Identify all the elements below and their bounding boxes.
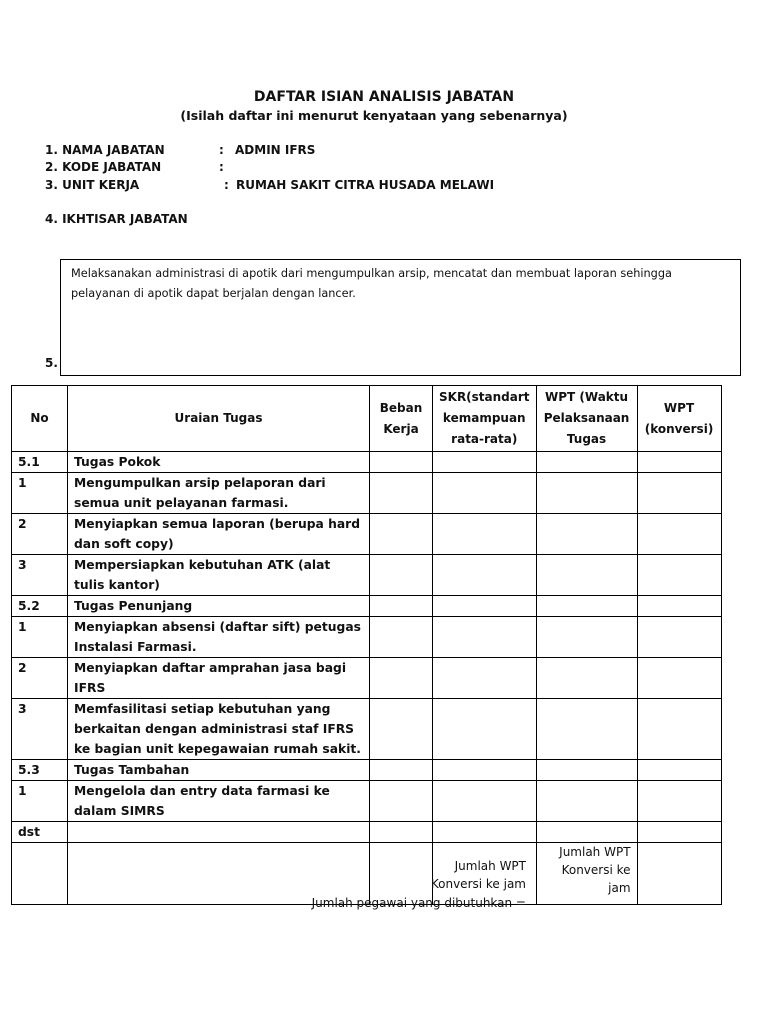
- table-row: [12, 514, 722, 555]
- cell-wpt-waktu: [536, 473, 637, 514]
- row-task: Menyiapkan absensi (daftar sift) petugas Instalasi Farmasi.: [68, 617, 370, 658]
- cell-wpt-konversi: [637, 596, 721, 617]
- field-separator: :: [219, 160, 224, 174]
- cell-beban: [370, 781, 433, 822]
- row-task: Menyiapkan daftar amprahan jasa bagi IFRS: [68, 658, 370, 699]
- row-task: Tugas Tambahan: [68, 760, 370, 781]
- cell-wpt-waktu: [536, 452, 637, 473]
- cell-skr: [433, 822, 537, 843]
- row-number: 1: [12, 781, 68, 822]
- row-task: Tugas Pokok: [68, 452, 370, 473]
- cell-beban: [370, 452, 433, 473]
- cell-skr: [433, 658, 537, 699]
- header-wpt-konversi: WPT (konversi): [637, 386, 721, 452]
- cell-wpt-konversi: [637, 452, 721, 473]
- cell-beban: [370, 658, 433, 699]
- cell-beban: [370, 699, 433, 760]
- header-skr: SKR(standart kemampuan rata-rata): [433, 386, 537, 452]
- footer-jumlah-pegawai: Jumlah pegawai yang dibutuhkan =: [311, 896, 526, 910]
- page-subtitle: (Isilah daftar ini menurut kenyataan yang sebenarnya): [180, 108, 568, 123]
- cell-wpt-konversi: [637, 658, 721, 699]
- row-number: 5.2: [12, 596, 68, 617]
- row-task: [68, 822, 370, 843]
- cell-wpt-waktu: [536, 781, 637, 822]
- cell-wpt-konversi: [637, 760, 721, 781]
- cell-beban: [370, 617, 433, 658]
- row-task: Mempersiapkan kebutuhan ATK (alat tulis kantor): [68, 555, 370, 596]
- header-beban-kerja: Beban Kerja: [370, 386, 433, 452]
- cell-wpt-konversi: [637, 555, 721, 596]
- task-table: [11, 385, 722, 905]
- row-number: 1: [12, 473, 68, 514]
- cell-wpt-waktu: [536, 514, 637, 555]
- row-number: 2: [12, 514, 68, 555]
- table-row: [12, 596, 722, 617]
- table-row: [12, 452, 722, 473]
- cell-wpt-waktu: [536, 822, 637, 843]
- cell-wpt-waktu: [536, 658, 637, 699]
- header-no: No: [12, 386, 68, 452]
- cell-beban: [370, 596, 433, 617]
- cell-wpt-waktu: [536, 617, 637, 658]
- cell-wpt-waktu: [536, 699, 637, 760]
- field-label-kode-jabatan: 2. KODE JABATAN: [45, 160, 162, 174]
- row-task: Menyiapkan semua laporan (berupa hard dan soft copy): [68, 514, 370, 555]
- field-separator: :: [224, 178, 229, 192]
- header-uraian-tugas: Uraian Tugas: [68, 386, 370, 452]
- row-task: Mengumpulkan arsip pelaporan dari semua unit pelayanan farmasi.: [68, 473, 370, 514]
- cell-wpt-waktu: [536, 596, 637, 617]
- field-value-unit-kerja: RUMAH SAKIT CITRA HUSADA MELAWI: [236, 178, 495, 192]
- cell-beban: [370, 473, 433, 514]
- cell-wpt-waktu: [536, 760, 637, 781]
- table-row: [12, 473, 722, 514]
- cell-beban: [370, 555, 433, 596]
- header-wpt-waktu: WPT (Waktu Pelaksanaan Tugas: [536, 386, 637, 452]
- table-header-row: [12, 386, 722, 452]
- ikhtisar-box: [60, 259, 741, 376]
- cell-skr: [433, 473, 537, 514]
- table-row: [12, 555, 722, 596]
- row-task: Tugas Penunjang: [68, 596, 370, 617]
- page-title: DAFTAR ISIAN ANALISIS JABATAN: [253, 89, 515, 105]
- field-value-nama-jabatan: ADMIN IFRS: [235, 143, 316, 157]
- cell-skr: [433, 760, 537, 781]
- table-row: [12, 658, 722, 699]
- footer-konversi-ke-jam: Konversi ke jam: [430, 877, 526, 891]
- cell-wpt-konversi: [637, 617, 721, 658]
- cell-wpt-konversi: [637, 699, 721, 760]
- table-row: [12, 781, 722, 822]
- row-number: 3: [12, 555, 68, 596]
- cell-beban: [370, 514, 433, 555]
- footer-jumlah-wpt: Jumlah WPT: [454, 859, 526, 873]
- field-separator: :: [219, 143, 224, 157]
- cell-beban: [370, 760, 433, 781]
- total-wpt-konversi-label: Jumlah WPT Konversi ke jam: [536, 843, 637, 905]
- cell-skr: [433, 596, 537, 617]
- cell-empty: [12, 843, 68, 905]
- row-task: Mengelola dan entry data farmasi ke dalam SIMRS: [68, 781, 370, 822]
- cell-wpt-waktu: [536, 555, 637, 596]
- table-row: [12, 822, 722, 843]
- cell-empty: [637, 843, 721, 905]
- row-number: 5.3: [12, 760, 68, 781]
- cell-skr: [433, 452, 537, 473]
- cell-skr: [433, 555, 537, 596]
- cell-wpt-konversi: [637, 473, 721, 514]
- ikhtisar-text: Melaksanakan administrasi di apotik dari mengumpulkan arsip, mencatat dan membuat laporan sehingga pelayanan di apotik dapat berjalan dengan lancer.: [71, 267, 672, 300]
- row-number: 2: [12, 658, 68, 699]
- cell-wpt-konversi: [637, 822, 721, 843]
- table-row: [12, 617, 722, 658]
- cell-skr: [433, 699, 537, 760]
- section-5-label: 5.: [45, 356, 58, 370]
- cell-skr: [433, 514, 537, 555]
- cell-skr: [433, 781, 537, 822]
- table-row: [12, 699, 722, 760]
- row-number: 1: [12, 617, 68, 658]
- ikhtisar-label: 4. IKHTISAR JABATAN: [45, 212, 188, 226]
- field-label-unit-kerja: 3. UNIT KERJA: [45, 178, 140, 192]
- row-number: 3: [12, 699, 68, 760]
- table-row: [12, 760, 722, 781]
- row-number: 5.1: [12, 452, 68, 473]
- row-task: Memfasilitasi setiap kebutuhan yang berkaitan dengan administrasi staf IFRS ke bagian unit kepegawaian rumah sakit.: [68, 699, 370, 760]
- cell-beban: [370, 822, 433, 843]
- cell-wpt-konversi: [637, 514, 721, 555]
- row-number: dst: [12, 822, 68, 843]
- field-label-nama-jabatan: 1. NAMA JABATAN: [45, 143, 165, 157]
- cell-wpt-konversi: [637, 781, 721, 822]
- cell-skr: [433, 617, 537, 658]
